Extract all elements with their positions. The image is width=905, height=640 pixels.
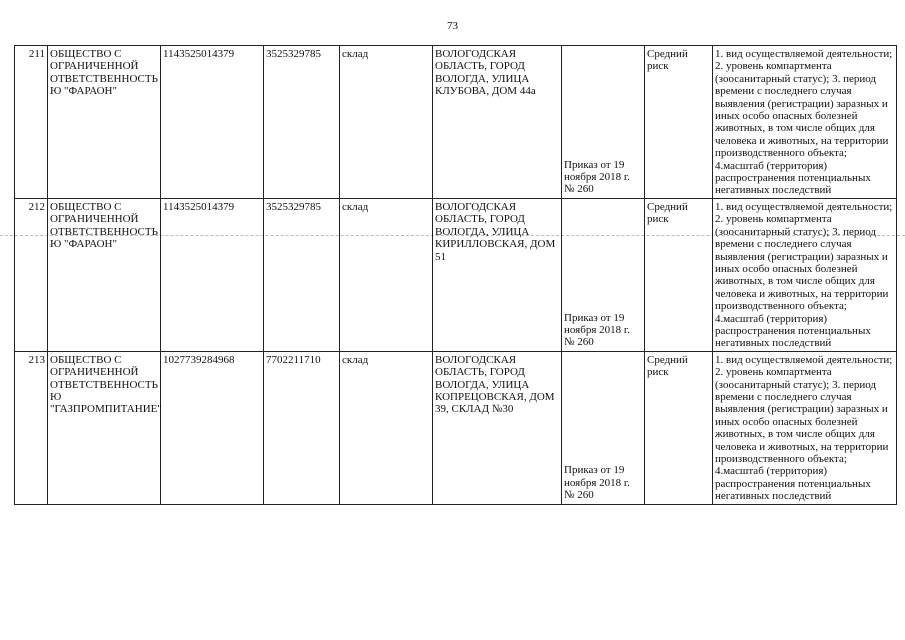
row-number: 212 bbox=[15, 198, 48, 351]
registry-table bbox=[14, 45, 897, 505]
inn-cell: 3525329785 bbox=[264, 198, 340, 351]
order-text: Приказ от 19 ноября 2018 г. № 260 bbox=[564, 464, 630, 502]
row-number: 213 bbox=[15, 351, 48, 504]
ogrn-cell: 1143525014379 bbox=[161, 46, 264, 199]
organization-name: ОБЩЕСТВО С ОГРАНИЧЕННОЙ ОТВЕТСТВЕННОСТЬ Ю "ГАЗПРОМПИТАНИЕ" bbox=[48, 351, 161, 504]
order-cell bbox=[562, 46, 645, 199]
object-type-cell: склад bbox=[340, 198, 433, 351]
risk-criteria-cell: 1. вид осуществляемой деятельности; 2. уровень компартмента (зоосанитарный статус); 3. период времени с последнего случая выявления (регистрации) заразных и иных особо опасных болезней животных, в том числе общих для человека и животных, на территории производственного объекта; 4.масштаб (территория) распространения потенциальных негативных последствий bbox=[713, 46, 897, 199]
address-cell: ВОЛОГОДСКАЯ ОБЛАСТЬ, ГОРОД ВОЛОГДА, УЛИЦА КЛУБОВА, ДОМ 44а bbox=[433, 46, 562, 199]
risk-criteria-cell: 1. вид осуществляемой деятельности; 2. уровень компартмента (зоосанитарный статус); 3. период времени с последнего случая выявления (регистрации) заразных и иных особо опасных болезней животных, в том числе общих для человека и животных, на территории производственного объекта; 4.масштаб (территория) распространения потенциальных негативных последствий bbox=[713, 198, 897, 351]
object-type-cell: склад bbox=[340, 46, 433, 199]
table-row bbox=[15, 46, 897, 199]
order-text: Приказ от 19 ноября 2018 г. № 260 bbox=[564, 158, 630, 196]
order-text: Приказ от 19 ноября 2018 г. № 260 bbox=[564, 311, 630, 349]
order-cell bbox=[562, 351, 645, 504]
risk-level-cell: Средний риск bbox=[645, 46, 713, 199]
ogrn-cell: 1143525014379 bbox=[161, 198, 264, 351]
table-row bbox=[15, 198, 897, 351]
ogrn-cell: 1027739284968 bbox=[161, 351, 264, 504]
table-row bbox=[15, 351, 897, 504]
object-type-cell: склад bbox=[340, 351, 433, 504]
page-number: 73 bbox=[447, 20, 458, 32]
order-cell bbox=[562, 198, 645, 351]
address-cell: ВОЛОГОДСКАЯ ОБЛАСТЬ, ГОРОД ВОЛОГДА, УЛИЦА КОПРЕЦОВСКАЯ, ДОМ 39, СКЛАД №30 bbox=[433, 351, 562, 504]
organization-name: ОБЩЕСТВО С ОГРАНИЧЕННОЙ ОТВЕТСТВЕННОСТЬ Ю "ФАРАОН" bbox=[48, 198, 161, 351]
risk-level-cell: Средний риск bbox=[645, 351, 713, 504]
inn-cell: 7702211710 bbox=[264, 351, 340, 504]
risk-level-cell: Средний риск bbox=[645, 198, 713, 351]
inn-cell: 3525329785 bbox=[264, 46, 340, 199]
address-cell: ВОЛОГОДСКАЯ ОБЛАСТЬ, ГОРОД ВОЛОГДА, УЛИЦА КИРИЛЛОВСКАЯ, ДОМ 51 bbox=[433, 198, 562, 351]
risk-criteria-cell: 1. вид осуществляемой деятельности; 2. уровень компартмента (зоосанитарный статус); 3. период времени с последнего случая выявления (регистрации) заразных и иных особо опасных болезней животных, в том числе общих для человека и животных, на территории производственного объекта; 4.масштаб (территория) распространения потенциальных негативных последствий bbox=[713, 351, 897, 504]
organization-name: ОБЩЕСТВО С ОГРАНИЧЕННОЙ ОТВЕТСТВЕННОСТЬ Ю "ФАРАОН" bbox=[48, 46, 161, 199]
row-number: 211 bbox=[15, 46, 48, 199]
